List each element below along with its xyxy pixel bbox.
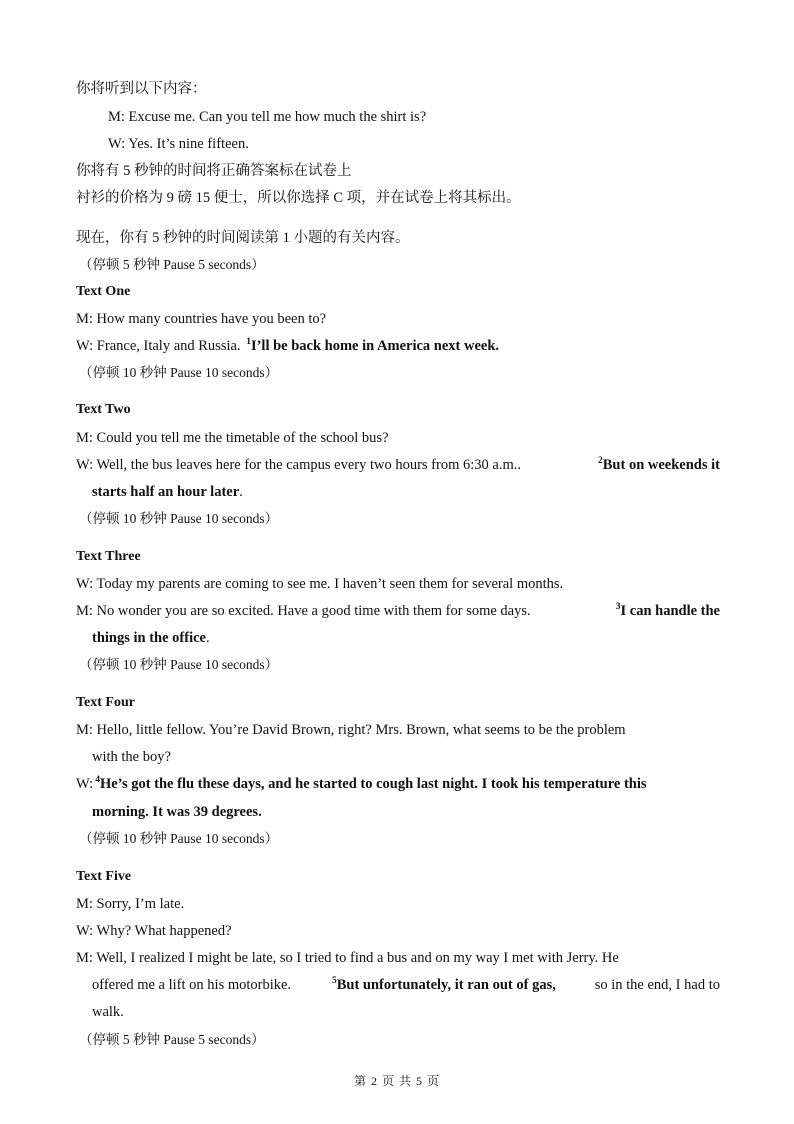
pause-note: （停顿 5 秒钟 Pause 5 seconds） <box>79 1032 265 1047</box>
question-number: 5 <box>331 976 337 986</box>
intro-line: 现在，你有 5 秒钟的时间阅读第 1 小题的有关内容。 <box>76 230 410 246</box>
example-dialogue-line: M: Excuse me. Can you tell me how much the shirt is? <box>108 109 427 125</box>
dialogue-line <box>76 337 499 357</box>
section-heading: Text One <box>76 284 131 299</box>
pause-note: （停顿 10 秒钟 Pause 10 seconds） <box>79 657 279 672</box>
dialogue-line: M: Sorry, I’m late. <box>76 896 185 912</box>
dialogue-line <box>76 775 647 795</box>
dialogue-line: M: Hello, little fellow. You’re David Brown, right? Mrs. Brown, what seems to be the problem <box>76 722 626 738</box>
dialogue-line <box>76 456 720 476</box>
answer-clue: But unfortunately, it ran out of gas, <box>336 977 556 993</box>
dialogue-line: M: How many countries have you been to? <box>76 311 327 327</box>
dialogue-continuation <box>92 629 210 647</box>
question-number: 4 <box>95 775 100 785</box>
dialogue-text: . <box>239 484 243 500</box>
question-number: 3 <box>615 602 621 612</box>
pause-note: （停顿 10 秒钟 Pause 10 seconds） <box>79 365 279 380</box>
pause-note: （停顿 10 秒钟 Pause 10 seconds） <box>79 831 279 846</box>
dialogue-line <box>76 602 720 622</box>
page-footer: 第 2 页 共 5 页 <box>353 1074 440 1088</box>
answer-clue: morning. It was 39 degrees. <box>92 804 262 820</box>
answer-clue: I can handle the <box>620 603 720 619</box>
intro-line: 你将有 5 秒钟的时间将正确答案标在试卷上 <box>76 163 352 179</box>
pause-note: （停顿 10 秒钟 Pause 10 seconds） <box>79 511 279 526</box>
dialogue-line: W: Today my parents are coming to see me. I haven’t seen them for several months. <box>76 576 564 592</box>
dialogue-continuation <box>92 483 243 501</box>
pause-note: （停顿 5 秒钟 Pause 5 seconds） <box>79 257 265 272</box>
section-heading: Text Three <box>76 549 141 564</box>
dialogue-line: W: Why? What happened? <box>76 923 232 939</box>
answer-clue: I’ll be back home in America next week. <box>250 338 500 354</box>
dialogue-continuation: with the boy? <box>92 749 171 765</box>
dialogue-text: . <box>205 630 210 646</box>
dialogue-text: W: <box>76 776 94 792</box>
dialogue-continuation: walk. <box>92 1004 124 1020</box>
question-number: 2 <box>598 456 603 466</box>
answer-clue: But on weekends it <box>602 457 720 473</box>
question-number: 1 <box>246 337 251 347</box>
dialogue-text: W: France, Italy and Russia. <box>76 338 241 354</box>
section-heading: Text Two <box>76 402 131 417</box>
dialogue-continuation <box>92 976 720 996</box>
intro-line: 你将听到以下内容： <box>76 81 207 97</box>
answer-clue: starts half an hour later <box>92 484 240 500</box>
dialogue-text: so in the end, I had to <box>594 977 720 993</box>
dialogue-line: M: Could you tell me the timetable of the school bus? <box>76 430 389 446</box>
section-heading: Text Four <box>76 695 135 710</box>
dialogue-text: M: No wonder you are so excited. Have a good time with them for some days. <box>76 603 531 619</box>
dialogue-text: offered me a lift on his motorbike. <box>92 977 292 993</box>
answer-clue: He’s got the flu these days, and he started to cough last night. I took his temperature this <box>99 776 647 792</box>
answer-clue: things in the office <box>92 630 206 646</box>
dialogue-text: W: Well, the bus leaves here for the campus every two hours from 6:30 a.m.. <box>76 457 521 473</box>
example-dialogue-line: W: Yes. It’s nine fifteen. <box>108 136 249 152</box>
dialogue-line: M: Well, I realized I might be late, so I tried to find a bus and on my way I met with Jerry. He <box>76 950 619 966</box>
section-heading: Text Five <box>76 869 132 884</box>
intro-line: 衬衫的价格为 9 磅 15 便士，所以你选择 C 项，并在试卷上将其标出。 <box>76 190 521 206</box>
